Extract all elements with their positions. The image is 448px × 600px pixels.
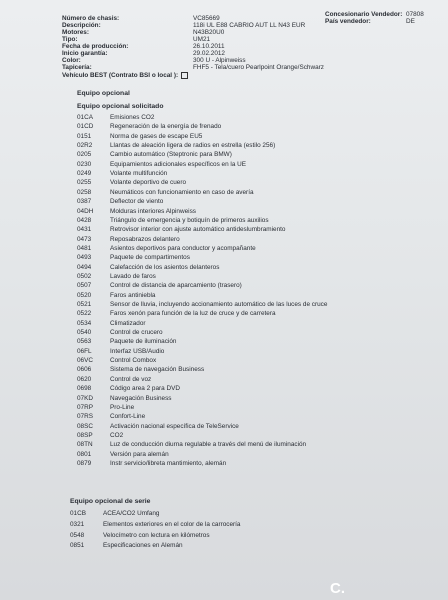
- option-description: Activación nacional específica de TeleService: [110, 422, 239, 430]
- equipo-opcional-title: Equipo opcional: [77, 90, 130, 97]
- tapiceria-label: Tapicería:: [62, 64, 92, 71]
- option-code: 0801: [77, 450, 92, 458]
- concesionario-row: [325, 11, 435, 18]
- chasis-label: Número de chasis:: [62, 15, 120, 22]
- option-code: 0521: [77, 301, 92, 308]
- option-code: 0548: [70, 531, 85, 539]
- descripcion-label: Descripción:: [62, 22, 101, 29]
- option-code: 0507: [77, 282, 92, 290]
- option-description: Navegación Business: [110, 394, 172, 402]
- option-description: Versión para alemán: [110, 450, 169, 458]
- option-description: Neumáticos con funcionamiento en caso de avería: [110, 188, 254, 196]
- option-code: 06VC: [77, 357, 93, 365]
- option-description: CO2: [110, 431, 124, 439]
- option-description: Equipamientos adicionales específicos en la UE: [110, 160, 247, 168]
- option-description: Pro-Line: [110, 403, 135, 411]
- option-code: 0494: [77, 263, 92, 271]
- option-code: 0258: [77, 188, 92, 196]
- option-code: 0493: [77, 254, 92, 262]
- concesionario-label: Concesionario Vendedor:: [325, 11, 403, 18]
- option-description: Cambio automático (Steptronic para BMW): [110, 151, 232, 159]
- pais-label: País vendedor:: [325, 18, 371, 25]
- option-code: 0520: [77, 291, 92, 299]
- option-description: Volante deportivo de cuero: [110, 179, 187, 187]
- option-code: 0473: [77, 235, 92, 243]
- option-description: Asientos deportivos para conductor y acompañante: [110, 244, 256, 252]
- color-label: Color:: [62, 57, 81, 64]
- option-description: Especificaciones en Alemán: [103, 542, 183, 550]
- option-code: 07KD: [77, 394, 93, 402]
- option-code: 04DH: [77, 207, 94, 215]
- option-code: 08TN: [77, 441, 93, 449]
- option-description: Retrovisor interior con ajuste automático antideslumbramiento: [110, 226, 286, 234]
- option-code: 0851: [70, 542, 85, 550]
- option-code: 0249: [77, 170, 92, 178]
- fecha-label: Fecha de producción:: [62, 43, 129, 50]
- option-description: Control de distancia de aparcamiento (trasero): [110, 282, 242, 290]
- vehiculo-best-checkbox: [181, 72, 188, 79]
- option-code: 01CB: [70, 510, 86, 517]
- option-description: Instr servicio/libreta mantimiento, alemán: [110, 459, 227, 467]
- option-code: 0205: [77, 151, 92, 159]
- tapiceria-value: FHF5 - Tela/cuero Pearlpoint Orange/Schwarz: [193, 64, 324, 71]
- option-description: Calefacción de los asientos delanteros: [110, 263, 220, 271]
- option-description: Triángulo de emergencia y botiquín de primeros auxilios: [110, 216, 269, 224]
- option-description: Luz de conducción diurna regulable a través del menú de iluminación: [110, 441, 307, 449]
- option-code: 0534: [77, 319, 92, 327]
- option-description: Reposabrazos delantero: [110, 235, 180, 243]
- option-code: 01CA: [77, 114, 93, 121]
- option-description: Faros xenón para función de la luz de cruce y de carretera: [110, 310, 276, 318]
- option-description: Volante multifunción: [110, 170, 168, 178]
- option-code: 0620: [77, 375, 92, 383]
- pais-value: DE: [406, 18, 415, 25]
- garantia-value: 29.02.2012: [193, 50, 225, 57]
- option-description: Molduras interiores Alpinweiss: [110, 207, 196, 215]
- option-code: 0698: [77, 385, 92, 393]
- option-code: 0321: [70, 520, 85, 528]
- motores-label: Motores:: [62, 29, 89, 36]
- option-description: Emisiones CO2: [110, 114, 155, 121]
- descripcion-value: 118i UL E88 CABRIO AUT LL N43 EUR: [193, 22, 306, 29]
- concesionario-value: 07808: [406, 11, 424, 18]
- option-code: 0255: [77, 179, 92, 187]
- option-description: Control Combox: [110, 357, 157, 365]
- option-description: Deflector de viento: [110, 198, 164, 206]
- option-code: 0606: [77, 366, 92, 374]
- option-code: 02R2: [77, 142, 93, 150]
- option-description: Control de crucero: [110, 329, 163, 337]
- option-code: 0481: [77, 244, 92, 252]
- tipo-value: UM21: [193, 36, 211, 43]
- option-description: Elementos exteriores en el color de la carrocería: [103, 520, 241, 528]
- watermark-logo: C.: [330, 580, 345, 597]
- option-code: 07RP: [77, 403, 93, 411]
- option-description: Llantas de aleación ligera de radios en estrella (estilo 256): [110, 142, 276, 150]
- motores-value: N43B20U0: [193, 29, 225, 36]
- pais-row: [325, 18, 435, 25]
- option-description: Climatizador: [110, 319, 146, 327]
- option-description: Confort-Line: [110, 413, 146, 421]
- fecha-value: 26.10.2011: [193, 43, 225, 50]
- option-code: 0879: [77, 459, 92, 467]
- option-code: 0431: [77, 226, 92, 234]
- option-code: 08SC: [77, 422, 93, 430]
- vehiculo-best-label: Vehículo BEST (Contrato BSI o local ):: [62, 72, 188, 79]
- option-description: Norma de gases de escape EU5: [110, 132, 203, 140]
- option-code: 0151: [77, 132, 92, 140]
- option-description: Sensor de lluvia, incluyendo accionamiento automático de las luces de cruce: [110, 301, 328, 308]
- option-code: 0502: [77, 272, 92, 280]
- option-description: ACEA/CO2 Umfang: [103, 510, 160, 517]
- serie-title: Equipo opcional de serie: [70, 498, 151, 505]
- option-description: Código area 2 para DVD: [110, 385, 180, 393]
- option-code: 0522: [77, 310, 92, 318]
- option-code: 0563: [77, 338, 92, 346]
- option-code: 0428: [77, 216, 92, 224]
- option-description: Regeneración de la energía de frenado: [110, 123, 222, 131]
- option-code: 06FL: [77, 347, 92, 355]
- option-description: Control de voz: [110, 375, 152, 383]
- option-code: 0387: [77, 198, 92, 206]
- tipo-label: Tipo:: [62, 36, 78, 43]
- option-code: 08SP: [77, 431, 93, 439]
- option-code: 01CD: [77, 123, 94, 131]
- option-description: Sistema de navegación Business: [110, 366, 205, 374]
- option-description: Velocímetro con lectura en kilómetros: [103, 531, 210, 539]
- option-code: 0540: [77, 329, 92, 337]
- option-code: 07RS: [77, 413, 93, 421]
- chasis-value: VC85669: [193, 15, 220, 22]
- garantia-label: Inicio garantía:: [62, 50, 108, 57]
- option-description: Interfaz USB/Audio: [110, 347, 165, 355]
- option-description: Paquete de iluminación: [110, 338, 177, 346]
- option-description: Paquete de compartimentos: [110, 254, 190, 262]
- color-value: 300 U - Alpinweiss: [193, 57, 246, 64]
- option-description: Faros antiniebla: [110, 291, 156, 299]
- solicitado-title: Equipo opcional solicitado: [77, 103, 164, 110]
- option-code: 0230: [77, 160, 92, 168]
- option-description: Lavado de faros: [110, 272, 156, 280]
